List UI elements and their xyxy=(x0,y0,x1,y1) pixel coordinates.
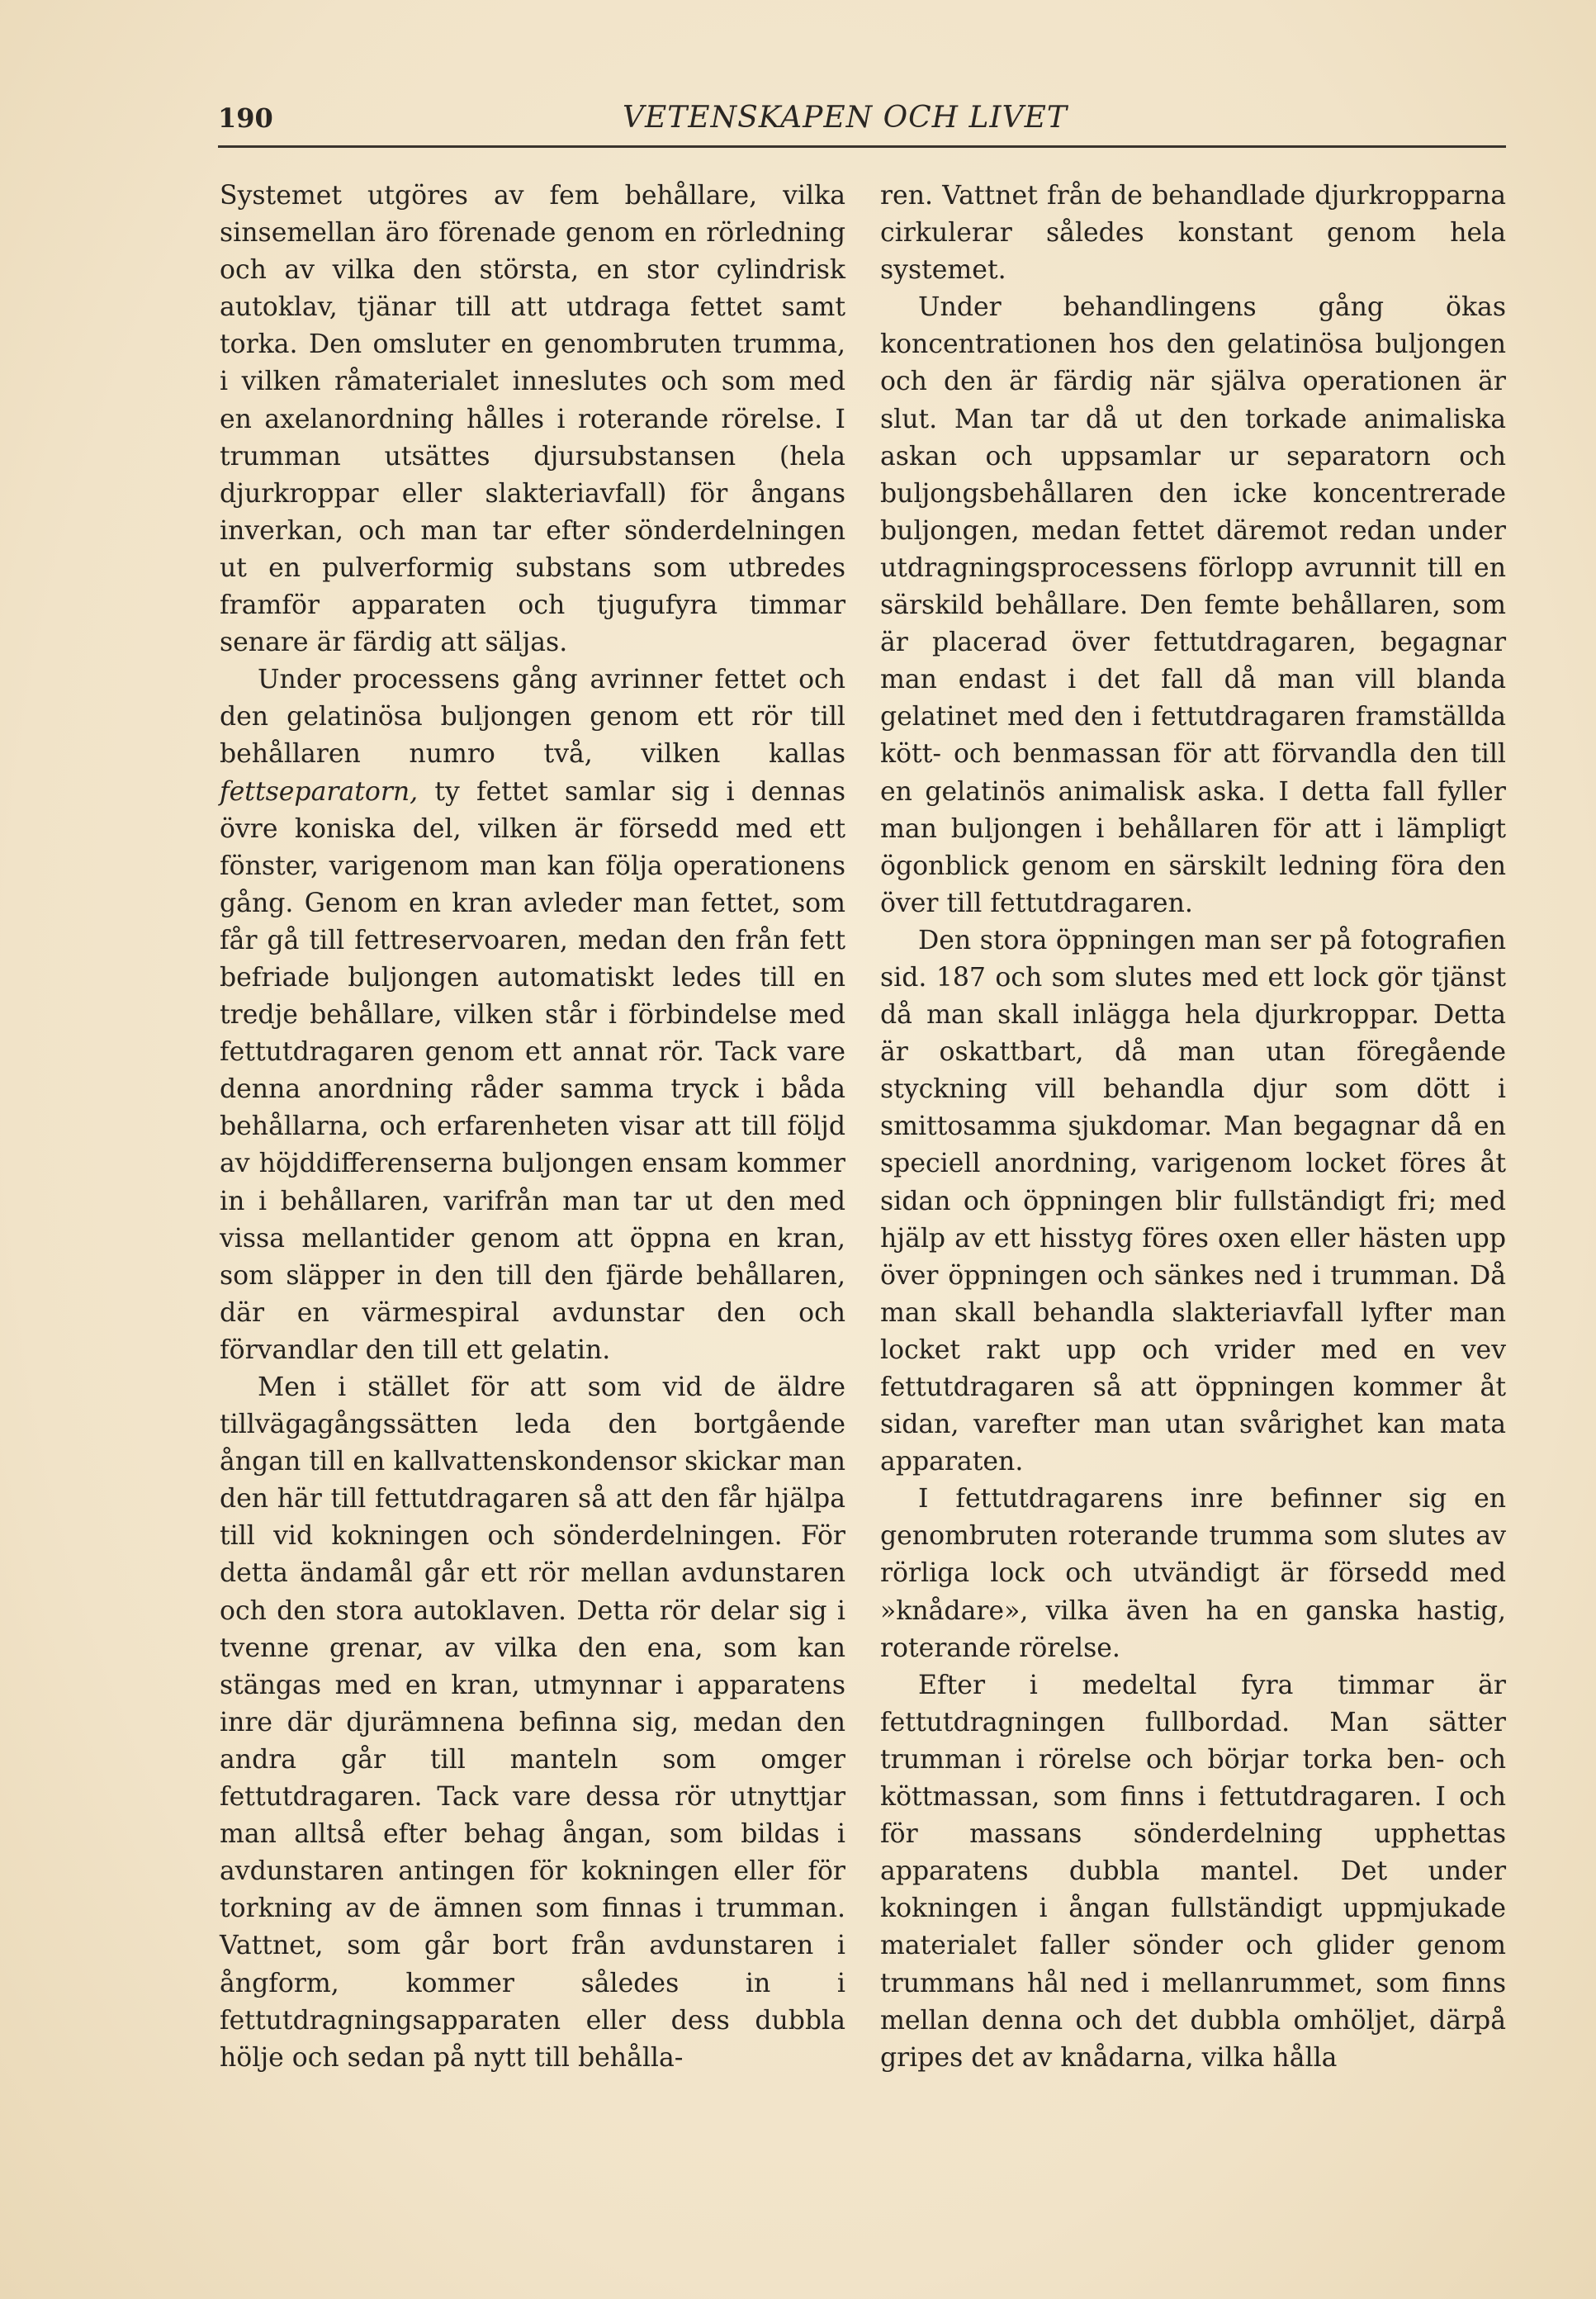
right-column xyxy=(880,178,1506,2077)
running-title: VETENSKAPEN OCH LIVET xyxy=(623,101,1068,135)
paragraph: Men i stället för att som vid de äldre tillvägagångssätten leda den bortgående ångan till en kallvattenskondensor skickar man den här till fettutdragaren så att den får hjälpa till vid kokningen och sönderdelningen. För detta ändamål går ett rör mellan avdunstaren och den stora autoklaven. Detta rör delar sig i tvenne grenar, av vilka den ena, som kan stängas med en kran, utmynnar i apparatens inre där djurämnena befinna sig, medan den andra går till manteln som omger fettutdragaren. Tack vare dessa rör utnyttjar man alltså efter behag ångan, som bildas i avdunstaren antingen för kokningen eller för torkning av de ämnen som finnas i trumman. Vattnet, som går bort från avdunstaren i ångform, kommer således in i fettutdragningsapparaten eller dess dubbla hölje och sedan på nytt till behålla- xyxy=(220,1372,845,2073)
page-number: 190 xyxy=(218,102,273,134)
paragraph: ren. Vattnet från de behandlade djurkropparna cirkulerar således konstant genom hela systemet. xyxy=(880,181,1506,286)
paragraph: Systemet utgöres av fem behållare, vilka sinsemellan äro förenade genom en rörledning och av vilka den största, en stor cylindrisk autoklav, tjänar till att utdraga fettet samt torka. Den omsluter en genombruten trumma, i vilken råmaterialet inneslutes och som med en axelanordning hålles i roterande rörelse. I trumman utsättes djursubstansen (hela djurkroppar eller slakteriavfall) för ångans inverkan, och man tar efter sönderdelningen ut en pulverformig substans som utbredes framför apparaten och tjugufyra timmar senare är färdig att säljas. xyxy=(220,181,845,658)
paragraph: Under behandlingens gång ökas koncentrationen hos den gelatinösa buljongen och den är färdig när själva operationen är slut. Man tar då ut den torkade animaliska askan och uppsamlar ur separatorn och buljongsbehållaren den icke koncentrerade buljongen, medan fettet däremot redan under utdragningsprocessens förlopp avrunnit till en särskild behållare. Den femte behållaren, som är placerad över fettutdragaren, begagnar man endast i det fall då man vill blanda gelatinet med den i fettutdragaren framställda kött- och benmassan för att förvandla den till en gelatinös animalisk aska. I detta fall fyller man buljongen i behållaren för att i lämpligt ögonblick genom en särskilt ledning föra den över till fettutdragaren. xyxy=(880,292,1506,918)
paragraph: I fettutdragarens inre befinner sig en genombruten roterande trumma som slutes av rörliga lock och utvändigt är försedd med »knådare», vilka även ha en ganska hastig, roterande rörelse. xyxy=(880,1484,1506,1663)
italic-term: fettseparatorn, xyxy=(220,776,419,807)
paragraph-text: ty fettet samlar sig i dennas övre koniska del, vilken är försedd med ett fönster, varigenom man kan följa operationens gång. Genom en kran avleder man fettet, som får gå till fettreservoaren, medan den från fett befriade buljongen automatiskt ledes till en tredje behållare, vilken står i förbindelse med fettutdragaren genom ett annat rör. Tack vare denna anordning råder samma tryck i båda behållarna, och erfarenheten visar att till följd av höjddifferenserna buljongen ensam kommer in i behållaren, varifrån man tar ut den med vissa mellantider genom att öppna en kran, som släpper in den till den fjärde behållaren, där en värmespiral avdunstar den och förvandlar den till ett gelatin. xyxy=(220,776,846,1365)
paragraph-text: Under processens gång avrinner fettet och den gelatinösa buljongen genom ett rör till behållaren numro två, vilken kallas xyxy=(220,665,845,770)
paragraph: Den stora öppningen man ser på fotografien sid. 187 och som slutes med ett lock gör tjänst då man skall inlägga hela djurkroppar. Detta är oskattbart, då man utan föregående styckning vill behandla djur som dött i smittosamma sjukdomar. Man begagnar då en speciell anordning, varigenom locket föres åt sidan och öppningen blir fullständigt fri; med hjälp av ett hisstyg föres oxen eller hästen upp över öppningen och sänkes ned i trumman. Då man skall behandla slakteriavfall lyfter man locket rakt upp och vrider med en vev fettutdragaren så att öppningen kommer åt sidan, varefter man utan svårighet kan mata apparaten. xyxy=(880,925,1506,1477)
header-rule xyxy=(218,145,1506,148)
paragraph xyxy=(220,661,845,1369)
paragraph: Efter i medeltal fyra timmar är fettutdragningen fullbordad. Man sätter trumman i rörelse och börjar torka ben- och köttmassan, som finns i fettutdragaren. I och för massans sönderdelning upphettas apparatens dubbla mantel. Det under kokningen i ångan fullständigt uppmjukade materialet faller sönder och glider genom trummans hål ned i mellanrummet, som finns mellan denna och det dubbla omhöljet, därpå gripes det av knådarna, vilka hålla xyxy=(880,1670,1506,2073)
left-column xyxy=(220,178,845,2077)
page-header xyxy=(218,97,1506,147)
